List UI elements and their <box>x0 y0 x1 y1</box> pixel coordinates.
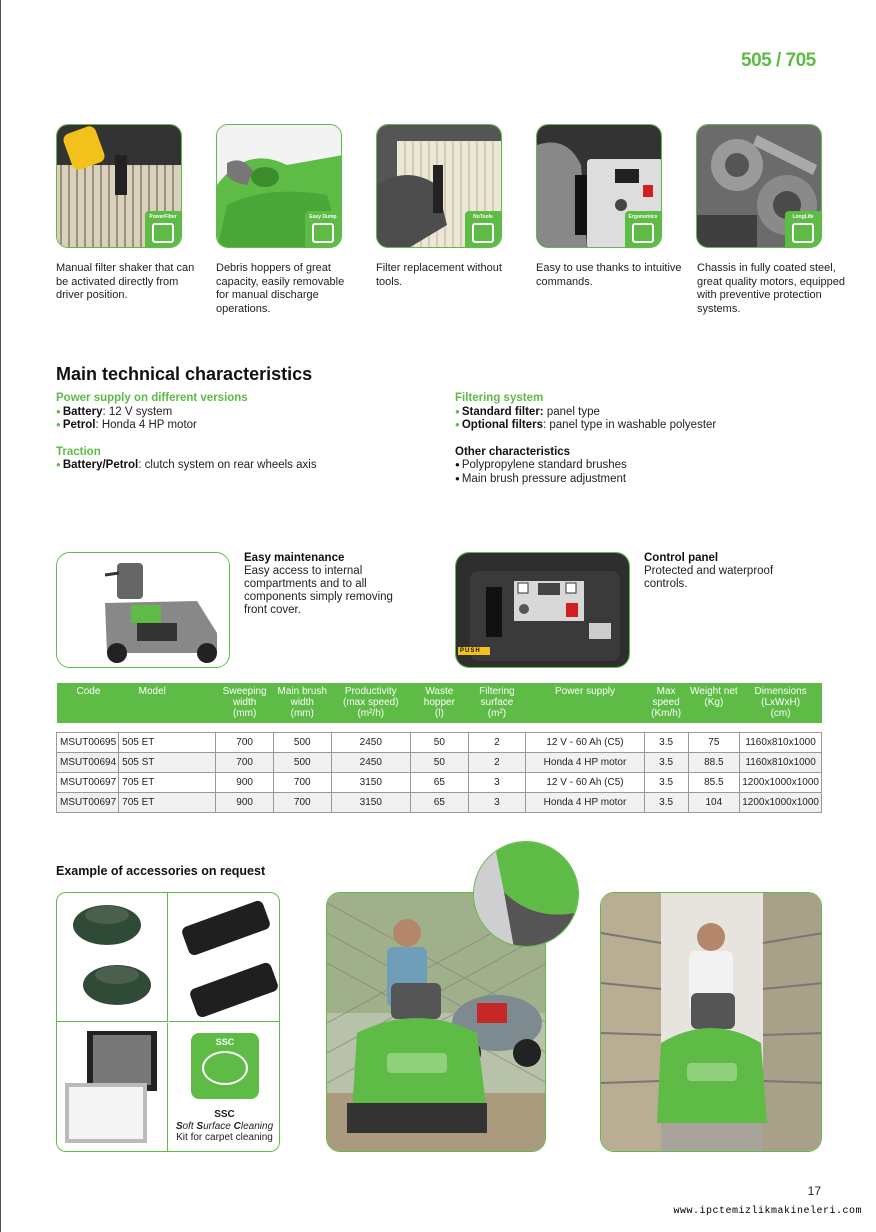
table-cell: 50 <box>411 752 469 772</box>
ssc-badge: SSC <box>191 1033 259 1099</box>
model-title: 505 / 705 <box>741 50 816 71</box>
table-spacer-row <box>57 723 822 732</box>
table-header-line: (Kg) <box>704 697 724 708</box>
table-header-line: Main brush <box>277 686 327 697</box>
ssc-icon <box>202 1051 248 1085</box>
table-cell: 700 <box>216 732 274 752</box>
table-header-line: (m²) <box>487 708 507 719</box>
feature-caption-filter-shaker: Manual filter shaker that can be activated directly from driver position. <box>56 262 195 301</box>
filtering-section <box>455 392 835 486</box>
table-cell: 2450 <box>331 732 411 752</box>
table-header-line: surface <box>480 697 514 708</box>
table-cell: 1160x810x1000 <box>740 752 822 772</box>
table-cell: 3 <box>468 772 526 792</box>
table-cell: 88.5 <box>688 752 740 772</box>
table-cell: 1200x1000x1000 <box>740 772 822 792</box>
table-header-line: (l) <box>434 708 444 719</box>
table-header-line: Power supply <box>554 686 615 697</box>
table-cell: MSUT00697 <box>57 772 119 792</box>
power-supply-heading: Power supply on different versions <box>56 392 248 404</box>
feature-photo-filter-replacement <box>376 124 502 248</box>
feature-photo-filter-shaker <box>56 124 182 248</box>
table-header-line: Code <box>76 686 101 697</box>
table-header-line: Filtering <box>479 686 515 697</box>
table-header-line: (max speed) <box>342 697 399 708</box>
table-cell: Honda 4 HP motor <box>526 792 644 812</box>
other-item: ● Polypropylene standard brushes <box>455 459 835 473</box>
maintenance-text <box>244 552 394 617</box>
table-cell: 65 <box>411 772 469 792</box>
table-cell: 505 ST <box>119 752 216 772</box>
table-header-line: (cm) <box>770 708 791 719</box>
notools-badge: NoTools <box>465 211 501 247</box>
table-cell: 2450 <box>331 752 411 772</box>
ssc-name: SSC <box>214 1109 235 1120</box>
ssc-line1: Soft Surface Cleaning <box>175 1120 274 1132</box>
table-header-line: width <box>232 697 257 708</box>
table-cell: 3.5 <box>644 732 688 752</box>
table-cell: 3.5 <box>644 752 688 772</box>
table-header-line: (Km/h) <box>651 708 682 719</box>
detail-zoom-circle <box>473 841 579 947</box>
control-panel-text <box>644 552 794 591</box>
table-cell: 104 <box>688 792 740 812</box>
table-cell: 700 <box>274 792 331 812</box>
table-cell: MSUT00694 <box>57 752 119 772</box>
table-header-line: (mm) <box>290 708 314 719</box>
table-cell: 900 <box>216 772 274 792</box>
table-header-cell <box>468 683 526 723</box>
table-header-row <box>57 683 822 723</box>
table-header-line: Waste <box>425 686 454 697</box>
table-cell: 900 <box>216 792 274 812</box>
maintenance-description: Easy access to internal compartments and to all components simply removing front cover. <box>244 565 393 616</box>
table-header-cell <box>688 683 740 723</box>
table-header-cell <box>644 683 688 723</box>
table-header-line: Sweeping <box>222 686 267 697</box>
warehouse-usage-photo <box>600 892 822 1152</box>
ssc-line2: Kit for carpet cleaning <box>176 1132 273 1143</box>
table-header-cell <box>216 683 274 723</box>
table-header-line: Productivity <box>344 686 397 697</box>
table-cell: 75 <box>688 732 740 752</box>
table-header-cell <box>119 683 216 723</box>
table-header-line: Dimensions <box>754 686 807 697</box>
easydump-badge: Easy Dump <box>305 211 341 247</box>
table-header-cell <box>411 683 469 723</box>
maintenance-photo <box>56 552 230 668</box>
table-header-line: Weight net <box>690 686 738 697</box>
table-header-line: (m²/h) <box>357 708 385 719</box>
specification-table <box>56 683 822 813</box>
accessories-title: Example of accessories on request <box>56 864 266 878</box>
table-cell: 3.5 <box>644 772 688 792</box>
table-header-cell <box>740 683 822 723</box>
table-cell: 2 <box>468 752 526 772</box>
powerfilter-badge: PowerFilter <box>145 211 181 247</box>
table-cell: 65 <box>411 792 469 812</box>
ssc-caption <box>169 1109 280 1144</box>
table-body <box>57 723 822 812</box>
table-cell: 700 <box>274 772 331 792</box>
table-header-line: Model <box>138 686 166 697</box>
table-cell: 505 ET <box>119 732 216 752</box>
table-cell: 1200x1000x1000 <box>740 792 822 812</box>
table-cell: 50 <box>411 732 469 752</box>
feature-photo-chassis <box>696 124 822 248</box>
table-cell: 500 <box>274 732 331 752</box>
table-header-cell <box>274 683 331 723</box>
filtering-heading: Filtering system <box>455 392 544 404</box>
table-cell: MSUT00695 <box>57 732 119 752</box>
control-panel-photo <box>455 552 630 668</box>
table-header-line: hopper <box>423 697 455 708</box>
filtering-item: ● Standard filter: panel type <box>455 406 835 420</box>
feature-photo-controls <box>536 124 662 248</box>
table-cell: 3150 <box>331 792 411 812</box>
table-cell: 500 <box>274 752 331 772</box>
maintenance-heading: Easy maintenance <box>244 552 345 564</box>
feature-caption-chassis: Chassis in fully coated steel, great quality motors, equipped with preventive protection systems. <box>697 262 845 315</box>
table-cell: 705 ET <box>119 772 216 792</box>
longlife-badge: LongLife <box>785 211 821 247</box>
table-row <box>57 752 822 772</box>
accessories-grid <box>56 892 280 1152</box>
traction-heading: Traction <box>56 445 101 458</box>
table-cell: 85.5 <box>688 772 740 792</box>
table-cell: 700 <box>216 752 274 772</box>
power-supply-section <box>56 392 436 473</box>
feature-caption-filter-replacement: Filter replacement without tools. <box>376 262 502 288</box>
table-cell: 1160x810x1000 <box>740 732 822 752</box>
feature-photo-debris-hopper <box>216 124 342 248</box>
table-header-line: (LxWxH) <box>761 697 801 708</box>
website-url: www.ipctemizlikmakineleri.com <box>673 1206 862 1217</box>
traction-item: ● Battery/Petrol: clutch system on rear wheels axis <box>56 459 436 473</box>
table-cell: 3.5 <box>644 792 688 812</box>
table-row <box>57 772 822 792</box>
control-panel-description: Protected and waterproof controls. <box>644 565 774 590</box>
table-header-line: width <box>290 697 314 708</box>
table-cell: 3 <box>468 792 526 812</box>
feature-caption-debris-hopper: Debris hoppers of great capacity, easily removable for manual discharge operations. <box>216 262 345 315</box>
table-header-cell <box>526 683 644 723</box>
other-heading: Other characteristics <box>455 445 571 458</box>
other-item: ● Main brush pressure adjustment <box>455 473 835 487</box>
table-cell: 705 ET <box>119 792 216 812</box>
table-header-cell <box>57 683 119 723</box>
main-characteristics-title: Main technical characteristics <box>56 364 313 384</box>
control-panel-heading: Control panel <box>644 552 719 564</box>
filtering-item: ● Optional filters: panel type in washable polyester <box>455 419 835 433</box>
accessory-ssc-kit <box>169 1023 280 1152</box>
ergonomics-badge: Ergonomics <box>625 211 661 247</box>
table-cell: 2 <box>468 732 526 752</box>
table-cell: 3150 <box>331 772 411 792</box>
table-header-line: Max <box>656 686 676 697</box>
table-row <box>57 732 822 752</box>
page-number: 17 <box>807 1184 821 1198</box>
table-row <box>57 792 822 812</box>
accessory-main-brushes <box>169 893 280 1022</box>
accessory-side-brushes <box>57 893 168 1022</box>
push-label: PUSH <box>460 648 481 654</box>
power-item: ● Battery: 12 V system <box>56 406 436 420</box>
table-cell: 12 V - 60 Ah (C5) <box>526 772 644 792</box>
table-header-line: (mm) <box>232 708 257 719</box>
table-header-cell <box>331 683 411 723</box>
table-cell: MSUT00697 <box>57 792 119 812</box>
table-cell: 12 V - 60 Ah (C5) <box>526 732 644 752</box>
power-item: ● Petrol: Honda 4 HP motor <box>56 419 436 433</box>
table-header-line: speed <box>652 697 680 708</box>
feature-caption-controls: Easy to use thanks to intuitive commands. <box>536 262 682 288</box>
accessory-panel-filters <box>57 1023 168 1152</box>
table-cell: Honda 4 HP motor <box>526 752 644 772</box>
